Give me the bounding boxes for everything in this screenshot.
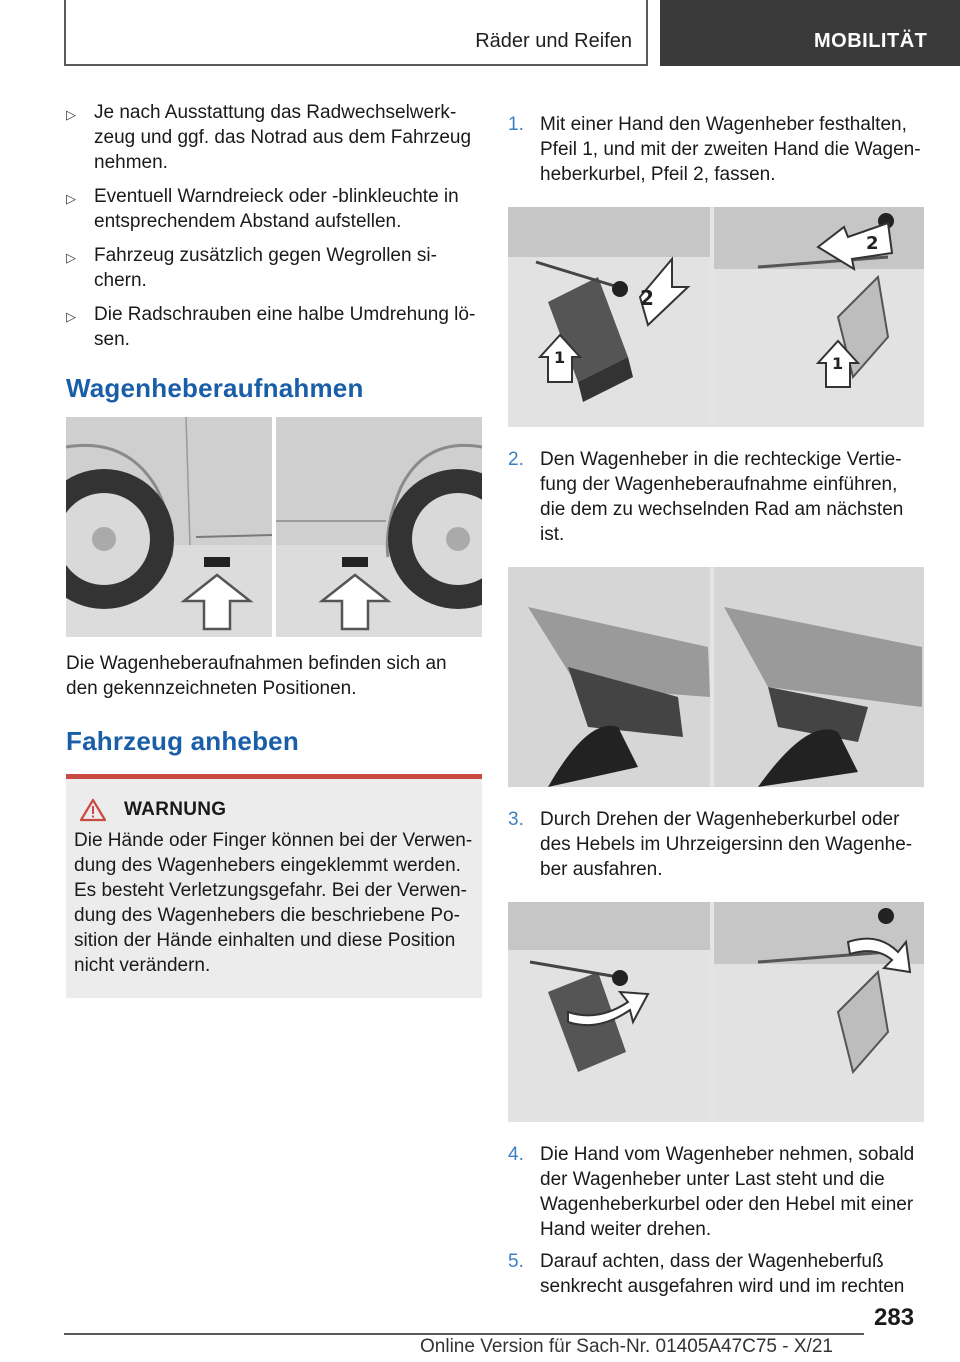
list-item: [508, 112, 924, 427]
chapter-tab-label: MOBILITÄT: [814, 30, 928, 52]
page-number: 283: [874, 1304, 915, 1331]
triangle-bullet-icon: ▷: [66, 191, 76, 206]
section-heading-raise-vehicle: Fahrzeug anheben: [66, 726, 299, 756]
warning-title: WARNUNG: [124, 799, 227, 820]
footer-online-version: Online Version für Sach-Nr. 01405A47C75 - X/21: [420, 1336, 833, 1357]
triangle-bullet-icon: ▷: [66, 250, 76, 265]
list-item: ▷ Je nach Ausstattung das Radwechselwerkzeug und ggf. das Notrad aus dem Fahrzeug nehmen.: [66, 102, 472, 173]
list-item: ▷ Fahrzeug zusätzlich gegen Wegrollen sichern.: [66, 245, 437, 291]
warning-box: [66, 774, 482, 998]
step-number: 3.: [508, 809, 524, 830]
arrow-label-1: 1: [554, 348, 566, 367]
jack-steps-list: [508, 112, 924, 1299]
list-item: [508, 807, 924, 1122]
step-text: Den Wagenheber in die rechteckige Vertiefung der Wagenheberaufnahme einführen, die dem zu wechselnden Rad am nächsten ist.: [540, 449, 904, 545]
list-item: [508, 1249, 924, 1299]
step-number: 1.: [508, 114, 524, 135]
warning-triangle-icon: [80, 798, 106, 822]
right-column: [508, 112, 924, 1299]
list-item: ▷ Die Radschrauben eine halbe Umdrehung lösen.: [66, 304, 476, 350]
list-item: ▷ Eventuell Warndreieck oder -blinkleuchte in entsprechendem Abstand aufstellen.: [66, 186, 459, 232]
step-number: 4.: [508, 1144, 524, 1165]
warning-text: Die Hände oder Finger können bei der Verwendung des Wagenhebers eingeklemmt werden. Es besteht Verletzungsgefahr. Bei der Verwendung des Wagenhebers die beschriebene Position der Hände einhalten und diese Position nicht verändern.: [74, 830, 473, 976]
jack-points-description: Die Wagenheberaufnahmen befinden sich an den gekennzeichneten Positionen.: [66, 653, 447, 699]
arrow-label-2: 2: [640, 286, 654, 310]
header-frame: [64, 0, 648, 66]
list-item: [508, 447, 924, 787]
step-text: Mit einer Hand den Wagenheber festhalten, Pfeil 1, und mit der zweiten Hand die Wagenheberkurbel, Pfeil 2, fassen.: [540, 114, 921, 185]
step-text: Darauf achten, dass der Wagenheberfuß senkrecht ausgefahren wird und im rechten: [540, 1251, 905, 1297]
jack-insert-illustration: [508, 567, 924, 787]
chapter-tab[interactable]: [660, 0, 960, 66]
triangle-bullet-icon: ▷: [66, 309, 76, 324]
step-number: 5.: [508, 1251, 524, 1272]
jack-crank-illustration: [508, 902, 924, 1122]
triangle-bullet-icon: ▷: [66, 107, 76, 122]
preparation-list: [66, 100, 482, 352]
footer-divider: [64, 1333, 864, 1335]
jack-grip-illustration: [508, 207, 924, 427]
header-section-title: Räder und Reifen: [475, 30, 632, 52]
arrow-label-1: 1: [832, 354, 844, 373]
step-number: 2.: [508, 449, 524, 470]
left-column: [66, 100, 482, 998]
step-text: Die Hand vom Wagenheber nehmen, sobald der Wagenheber unter Last steht und die Wagenheberkurbel oder den Hebel mit einer Hand weiter drehen.: [540, 1144, 915, 1240]
step-text: Durch Drehen der Wagenheberkurbel oder des Hebels im Uhrzeigersinn den Wagenheber ausfahren.: [540, 809, 913, 880]
list-item: [508, 1142, 924, 1242]
section-heading-jack-points: Wagenheberaufnahmen: [66, 373, 364, 403]
jack-points-illustration: [66, 417, 482, 637]
arrow-label-2: 2: [866, 233, 879, 254]
